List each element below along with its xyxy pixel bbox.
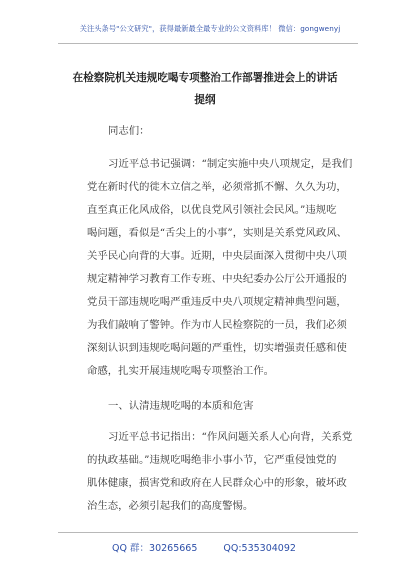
paragraph-line: 为我们敲响了警钟。作为市人民检察院的一员，我们必须 <box>87 319 347 331</box>
paragraph-line: 的执政基础。”违规吃喝绝非小事小节，它严重侵蚀党的 <box>87 454 337 466</box>
paragraph-line: 深刻认识到违规吃喝问题的严重性，切实增强责任感和使 <box>87 342 347 354</box>
paragraph-line: 关乎民心向背的大事。近期，中央层面深入贯彻中央八项 <box>87 250 347 262</box>
paragraph-line: 肌体健康，损害党和政府在人民群众心中的形象，破坏政 <box>87 477 347 489</box>
paragraph-line: 喝问题，看似是“舌尖上的小事”，实则是关系党风政风、 <box>87 227 347 239</box>
paragraph-line: 党员干部违规吃喝严重违反中央八项规定精神典型问题， <box>87 296 347 308</box>
paragraph-line: 直至真正化风成俗，以优良党风引领社会民风。”违规吃 <box>87 204 337 216</box>
salutation: 同志们： <box>108 125 150 137</box>
document-title-line-2: 提纲 <box>194 94 216 106</box>
footer <box>0 540 408 554</box>
paragraph-line: 治生态，必须引起我们的高度警惕。 <box>87 500 254 512</box>
paragraph-line: 党在新时代的徙木立信之举，必须常抓不懈、久久为功， <box>87 181 347 193</box>
footer-qq: QQ:535304092 <box>223 543 296 554</box>
footer-divider <box>58 532 358 533</box>
paragraph-line: 规定精神学习教育工作专班、中央纪委办公厅公开通报的 <box>87 273 347 285</box>
paragraph-line: 命感，扎实开展违规吃喝专项整治工作。 <box>87 365 275 377</box>
header-banner: 关注头条号"公文研究"，获得最新最全最专业的公文资料库！ 微信：gongwenyj <box>79 24 341 33</box>
paragraph-line: 习近平总书记强调：“制定实施中央八项规定，是我们 <box>108 158 353 170</box>
document-title-line-1: 在检察院机关违规吃喝专项整治工作部署推进会上的讲话 <box>72 72 338 84</box>
header-divider <box>58 43 358 44</box>
section-heading: 一、认清违规吃喝的本质和危害 <box>108 400 254 412</box>
footer-qq-group: QQ 群：30265665 <box>112 543 198 554</box>
paragraph-line: 习近平总书记指出：“作风问题关系人心向背，关系党 <box>108 431 353 443</box>
